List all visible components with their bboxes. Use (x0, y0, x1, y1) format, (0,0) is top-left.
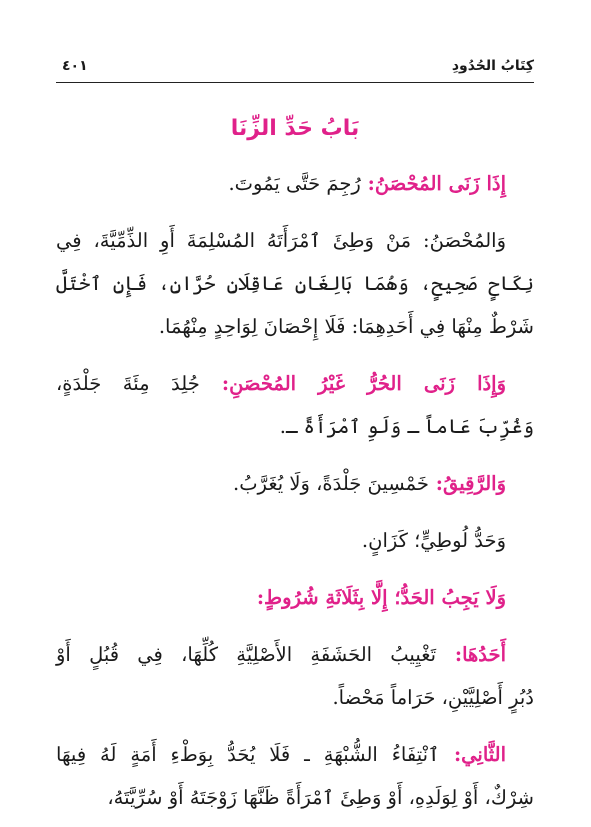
book-title: كِتَابُ الحُدُودِ (451, 58, 534, 74)
paragraph (56, 576, 534, 619)
paragraph (56, 633, 534, 719)
paragraph (56, 733, 534, 819)
text-segment: شِرْكٌ، أَوْ لِوَلَدِهِ، أَوْ وَطِئَ ٱمْرَأَةً ظَنَّهَا زَوْجَتَهُ أَوْ سُرِّيَّتَهُ، (107, 786, 534, 809)
paragraph-gap (56, 448, 534, 456)
text-segment: دُبُرٍ أَصْلِيَّيْنِ، حَرَاماً مَحْضاً. (332, 686, 534, 709)
text-line (56, 519, 534, 562)
text-segment: وَغُرِّبَ عَاماً ـ وَلَوِ ٱمْرَأَةً ـ. (279, 415, 534, 438)
text-segment: خَمْسِينَ جَلْدَةً، وَلَا يُغَرَّبُ. (233, 472, 429, 495)
text-line (56, 633, 534, 676)
page-number: ٤٠١ (62, 58, 88, 74)
text-line (56, 405, 534, 448)
paragraph-gap (56, 348, 534, 356)
text-line (56, 462, 534, 505)
text-segment: تَغْيِيبُ الحَشَفَةِ الأَصْلِيَّةِ كُلِّهَا، فِي قُبُلٍ أَوْ (56, 643, 437, 666)
highlighted-text: أَحَدُهَا: (436, 643, 506, 666)
document-page (56, 50, 534, 819)
text-segment: شَرْطٌ مِنْهَا فِي أَحَدِهِمَا: فَلَا إِحْصَانَ لِوَاحِدٍ مِنْهُمَا. (158, 315, 534, 338)
text-line (56, 219, 534, 262)
paragraph-gap (56, 505, 534, 513)
text-line (56, 576, 534, 619)
highlighted-text: وَلَا يَجِبُ الحَدُّ؛ إِلَّا بِثَلَاثَةِ شُرُوطٍ: (256, 586, 506, 609)
text-line (56, 305, 534, 348)
body-text (56, 162, 534, 819)
chapter-title: بَابُ حَدِّ الزِّنَا (230, 116, 360, 141)
text-segment: وَحَدُّ لُوطِيٍّ؛ كَزَانٍ. (361, 529, 506, 552)
paragraph (56, 162, 534, 205)
paragraph (56, 219, 534, 348)
paragraph-gap (56, 562, 534, 570)
text-segment: نِكَاحٍ صَحِيحٍ، وَهُمَا بَالِغَانِ عَاقِلَانِ حُرَّانِ، فَإِنِ ٱخْتَلَّ (56, 272, 534, 295)
highlighted-text: وَالرَّقِيقُ: (429, 472, 506, 495)
text-line (56, 362, 534, 405)
text-line (56, 733, 534, 776)
text-line (56, 676, 534, 719)
text-line (56, 776, 534, 819)
highlighted-text: الثَّانِي: (439, 743, 507, 766)
highlighted-text: وَإِذَا زَنَى الحُرُّ غَيْرُ المُحْصَنِ: (199, 372, 506, 395)
text-line (56, 262, 534, 305)
highlighted-text: إِذَا زَنَى المُحْصَنُ: (360, 172, 506, 195)
paragraph (56, 519, 534, 562)
running-header (56, 50, 534, 83)
paragraph (56, 462, 534, 505)
paragraph (56, 362, 534, 448)
text-segment: جُلِدَ مِئَةَ جَلْدَةٍ، (56, 372, 200, 395)
paragraph-gap (56, 719, 534, 727)
text-line (56, 162, 534, 205)
text-segment: رُجِمَ حَتَّى يَمُوتَ. (228, 172, 361, 195)
paragraph-gap (56, 619, 534, 627)
text-segment: ٱنْتِفَاءُ الشُّبْهَةِ ـ فَلَا يُحَدُّ بِوَطْءِ أَمَةٍ لَهُ فِيهَا (56, 743, 440, 766)
text-segment: وَالمُحْصَنُ: مَنْ وَطِئَ ٱمْرَأَتَهُ المُسْلِمَةَ أَوِ الذِّمِّيَّةَ، فِي (56, 229, 506, 252)
paragraph-gap (56, 205, 534, 213)
